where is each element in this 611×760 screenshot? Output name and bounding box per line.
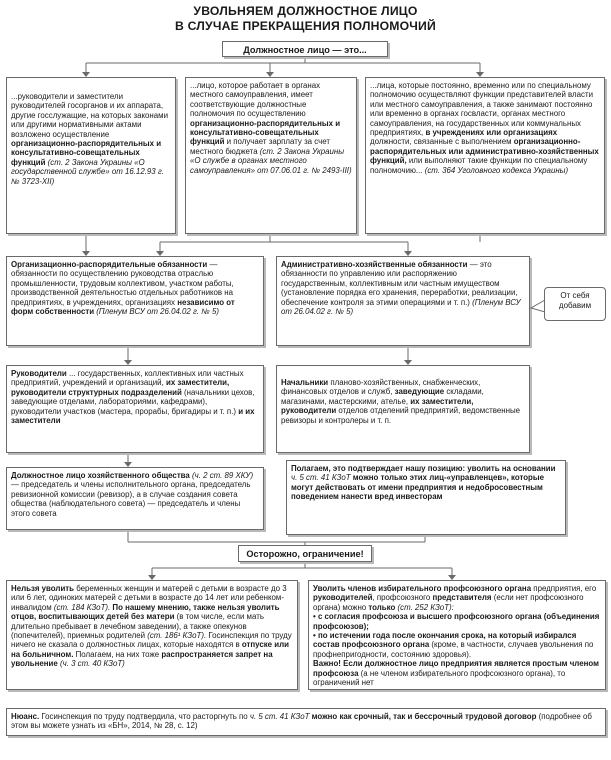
- nuance-text-2: (подробнее об этом вы можете узнать из «БН», 2014, № 28, с. 12): [11, 712, 592, 731]
- nuance-bold: можно как срочный, так и бессрочный трудовой договор: [311, 712, 537, 721]
- lr-bold-6: • по истечении года после окончания срока, на который избирался состав профсоюзного органа: [313, 631, 577, 650]
- lr-par-4: [313, 659, 601, 687]
- ll-text-2: (в том числе, если мать длительно пребывает в лечебном заведении), а также опекунов (попечителей), приемных родителей: [11, 612, 264, 641]
- managers-list: [6, 365, 264, 453]
- lr-bold-1: Уволить членов избирательного профсоюзного органа: [313, 584, 532, 593]
- org-bold: независимо от форм собственности: [11, 297, 235, 317]
- callout-line-1: От себя: [560, 291, 590, 300]
- ll-ref-1: (ст. 184 КЗоТ).: [53, 602, 111, 612]
- col3-bold: в учреждениях или организациях: [425, 128, 558, 138]
- department-heads-list: [276, 365, 530, 453]
- col3-bold-2: организационно-распорядительных или административно-хозяйственных функций,: [370, 137, 599, 166]
- lr-par-1: [313, 584, 601, 612]
- org-title: Организационно-распорядительные обязанности: [11, 260, 208, 269]
- col2-text: ...лицо, которое работает в органах местного самоуправления, имеет соответствующие должностные полномочия по осуществлению: [190, 81, 321, 119]
- col2-text-2: и получает зарплату за счет местного бюджета: [190, 137, 330, 156]
- col2-ref: (ст. 2 Закона Украины «О службе в органах местного самоуправления» от 07.06.01 г. № 2493-III): [190, 146, 352, 175]
- heads2-bold: заведующие: [394, 387, 445, 397]
- lr-text-4: (кроме, в частности, случаев увольнения по профнепригодности, состоянию здоровья).: [313, 640, 594, 659]
- ll-text-4: Полагаем, на них тоже: [75, 649, 160, 659]
- company-official: [6, 467, 264, 530]
- heads1-text-2: (начальники цехов, заведующие отделами, лабораториями, кафедрами), руководители участков (мастера, прорабы, бригадиры и т. п.): [11, 387, 255, 416]
- heads2-text-2: складами, магазинами, мастерскими, ателье,: [281, 387, 484, 406]
- heads1-bold: их заместители, руководители структурных подразделений: [11, 378, 230, 397]
- lr-text-1: предприятия, его: [533, 584, 597, 593]
- editor-note-callout: [544, 287, 606, 321]
- header-label: Должностное лицо — это...: [243, 45, 367, 55]
- col3-ref: (ст. 364 Уголовного кодекса Украины): [424, 165, 569, 175]
- nuance-text: Госинспекция по труду подтвердила, что расторгнуть по: [41, 712, 248, 721]
- col3-text: ...лица, которые постоянно, временно или по специальному полномочию осуществляют функции представителей власти или местного самоуправления, а также занимают постоянно или временно в органах госвласти, органах местного самоуправления, на государственных или коммунальных предприятиях,: [370, 81, 594, 138]
- lr-bold-4: только: [368, 602, 396, 612]
- caution-label: [238, 545, 372, 562]
- col1-ref: (ст. 2 Закона Украины «О государственной службе» от 16.12.93 г. № 3723-XII): [11, 157, 164, 186]
- caution-text: Осторожно, ограничение!: [246, 549, 364, 559]
- lr-bold-3: представителя: [432, 593, 492, 603]
- lr-bold-2: руководителей: [313, 593, 373, 603]
- nuance-ref: ч. 5 ст. 41 КЗоТ: [249, 712, 310, 721]
- company-title: Должностное лицо хозяйственного общества: [11, 471, 190, 480]
- adm-ref: (Пленум ВСУ от 26.04.02 г. № 5): [281, 297, 521, 317]
- ll-ref-3: (ч. 3 ст. 40 КЗоТ): [59, 659, 125, 669]
- heads2-bold-2: их заместители, руководители: [281, 396, 474, 416]
- heads1-title: Руководители: [11, 369, 67, 378]
- ll-bold-4: распространяется запрет на увольнение: [11, 649, 273, 669]
- col1-text: ...руководители и заместители руководителей госорганов и их аппарата, другие госслужащие, на которых законами или другими нормативными актами возложено осуществление: [11, 92, 168, 139]
- col3-text-3: или выполняют такие функции по специальному полномочию...: [370, 156, 588, 175]
- lr-par-2: [313, 612, 601, 631]
- col3-text-2: должности, связанные с выполнением: [370, 137, 512, 147]
- heads2-title: Начальники: [281, 378, 329, 387]
- dismissal-restrictions-right: [308, 580, 606, 690]
- col2-bold: организационно-распорядительных и консультативно-совещательных функций: [190, 118, 341, 147]
- adm-title: Административно-хозяйственные обязанности: [281, 260, 468, 269]
- company-ref: (ч. 2 ст. 89 ХКУ): [192, 471, 254, 480]
- nuance-label: Нюанс.: [11, 712, 40, 721]
- heads2-text: планово-хозяйственных, снабженческих, финансовых отделов и служб,: [281, 378, 481, 397]
- col1-bold: организационно-распорядительных и консультативно-совещательных функций: [11, 139, 162, 167]
- position-ref: ч. 5 ст. 41 КЗоТ: [291, 473, 351, 483]
- nuance-note: [6, 708, 606, 736]
- title-line-2: В СЛУЧАЕ ПРЕКРАЩЕНИЯ ПОЛНОМОЧИЙ: [175, 18, 436, 33]
- heads1-text: ... государственных, коллективных или частных предприятий, учреждений и организаций,: [11, 369, 244, 388]
- lr-ref: (ст. 252 КЗоТ):: [397, 602, 454, 612]
- lr-text-2: , профсоюзного: [372, 593, 431, 603]
- org-ref: (Пленум ВСУ от 26.04.02 г. № 5): [96, 307, 220, 317]
- lr-bold-5: • с согласия профсоюза и высшего профсоюзного органа (объединения профсоюзов);: [313, 612, 600, 631]
- callout-line-2: добавим: [558, 300, 592, 310]
- ll-bold-1: Нельзя уволить: [11, 584, 75, 593]
- heads1-bold-2: и их заместители: [11, 406, 255, 426]
- ll-bold-2: По нашему мнению, также нельзя уволить отцов, воспитывающих детей без матери: [11, 602, 280, 622]
- title-line-1: УВОЛЬНЯЕМ ДОЛЖНОСТНОЕ ЛИЦО: [193, 4, 418, 18]
- org-text: — обязанности по осуществлению руководства отраслью промышленности, трудовым коллективом, участком работы, производственной деятельностью отдельных работников на предприятиях, в учреждениях, организациях: [11, 260, 234, 307]
- ll-ref-2: (ст. 186¹ КЗоТ).: [147, 631, 207, 641]
- position-bold-2: можно только этих лиц-«управленцев», которые могут действовать от имени предприятия и недобросовестным поведением нанести вред инвесторам: [291, 473, 544, 502]
- adm-text: — это обязанности по управлению или распоряжению государственным, коллективным или частным имуществом (установление порядка его хранения, переработки, реализации, обеспечение контроля за этими операциями и т. п.): [281, 260, 518, 307]
- lr-text-3: (если нет профсоюзного органа) можно: [313, 593, 584, 612]
- lr-text-5: (а не членом избирательного профсоюзного органа), то ограничений нет: [313, 668, 566, 688]
- position-bold: Полагаем, это подтверждает нашу позицию: уволить на основании: [291, 464, 556, 473]
- ll-text-3: Госинспекция по труду ничего не сказала о должностных лицах, которые находятся в: [11, 631, 292, 650]
- company-text: — председатель и члены исполнительного органа, председатель ревизионной комиссии (ревизор), а в случае создания совета общества (наблюдательного совета) — председатель и члены этого совета: [11, 480, 251, 518]
- ll-bold-3: отпуске или на больничном.: [11, 640, 289, 659]
- our-position: [286, 460, 566, 535]
- lr-par-3: [313, 631, 601, 659]
- dismissal-restrictions-left: [6, 580, 298, 690]
- ll-text-1: беременных женщин и матерей с детьми в возрасте до 3 или 6 лет, одиноких матерей с детьми в возрасте до 14 лет или ребенком-инвалидом: [11, 584, 287, 612]
- heads2-text-3: отделов отделений предприятий, ведомственные ревизоры и контролеры и т. п.: [281, 406, 521, 425]
- lr-bold-7: Важно! Если должностное лицо предприятия является простым членом профсоюза: [313, 659, 599, 678]
